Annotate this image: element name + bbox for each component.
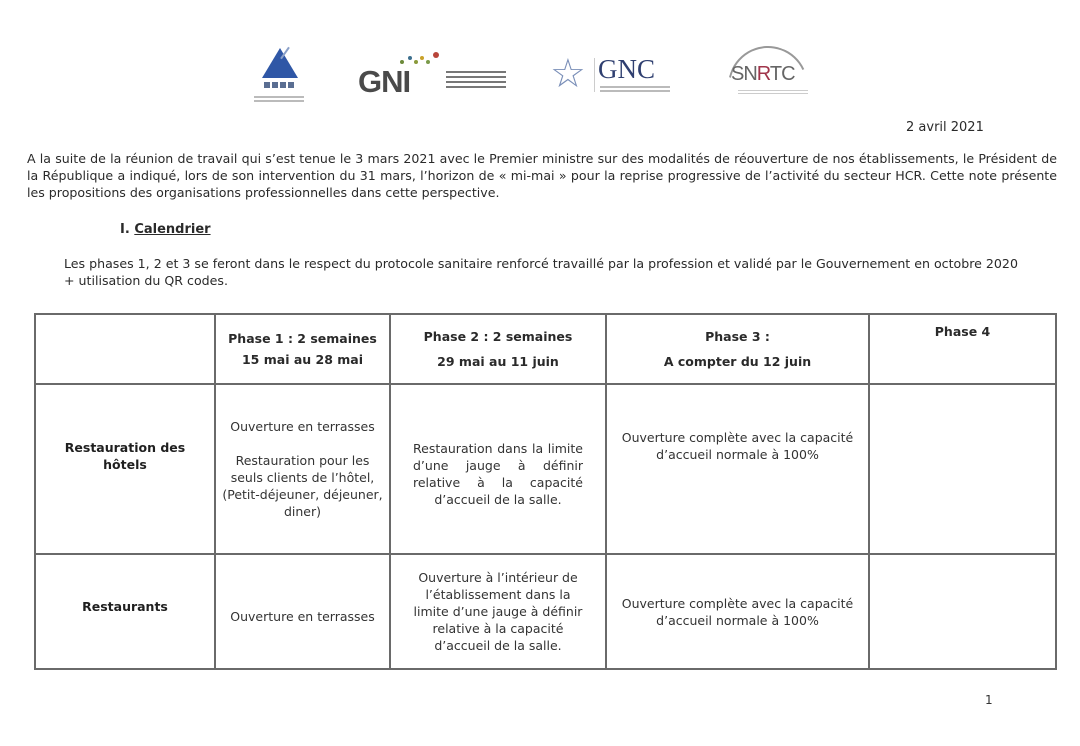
cell-phase-2: Restauration dans la limite d’une jauge à définir relative à la capacité d’accueil de la salle. <box>390 384 606 554</box>
table-row <box>35 384 1056 554</box>
header-phase-1 <box>215 314 390 384</box>
pyramid-logo <box>244 44 314 112</box>
section-heading <box>120 222 211 237</box>
logo-bar <box>0 0 1080 120</box>
cell-phase-3: Ouverture complète avec la capacité d’accueil normale à 100% <box>606 554 869 669</box>
intro-paragraph: A la suite de la réunion de travail qui s’est tenue le 3 mars 2021 avec le Premier ministre sur des modalités de réouverture de nos établissements, le Président de la République a indiqué, lors de son intervention du 31 mars, l’horizon de « mi-mai » pour la reprise progressive de l’activité du secteur HCR. Cette note présente les propositions des organisations professionnelles dans cette perspective. <box>27 151 1057 200</box>
cell-phase-1: Ouverture en terrasses <box>215 554 390 669</box>
arc-icon <box>717 35 820 138</box>
phase-title: Phase 1 : 2 semaines <box>228 331 377 346</box>
cell-phase-4 <box>869 554 1056 669</box>
section-number: I. <box>120 222 130 237</box>
header-phase-4 <box>869 314 1056 384</box>
snrtc-logo-text: SNRTC <box>731 63 795 85</box>
table-header-row <box>35 314 1056 384</box>
gni-logo-text: GNI <box>358 64 411 99</box>
row-label: Restaurants <box>35 554 215 669</box>
document-date: 2 avril 2021 <box>906 120 984 135</box>
phase-dates: 15 mai au 28 mai <box>241 352 364 367</box>
phase-title: Phase 2 : 2 semaines <box>423 329 573 344</box>
section-title: Calendrier <box>134 222 211 237</box>
gnc-logo <box>550 51 675 104</box>
phase-dates: 29 mai au 11 juin <box>437 354 559 369</box>
header-phase-2 <box>390 314 606 384</box>
star-icon: ☆ <box>550 51 586 97</box>
phase-dates: A compter du 12 juin <box>663 354 812 369</box>
phase-title: Phase 4 <box>934 324 991 339</box>
gnc-logo-text: GNC <box>598 54 656 84</box>
gni-logo <box>358 50 508 100</box>
header-phase-3 <box>606 314 869 384</box>
header-empty <box>35 314 215 384</box>
cell-phase-4 <box>869 384 1056 554</box>
table-row <box>35 554 1056 669</box>
cell-phase-1: Ouverture en terrasses Restauration pour les seuls clients de l’hôtel, (Petit-déjeuner, déjeuner, diner) <box>215 384 390 554</box>
page-number: 1 <box>985 693 993 707</box>
row-label: Restauration des hôtels <box>35 384 215 554</box>
calendar-table <box>34 313 1057 670</box>
lead-paragraph: Les phases 1, 2 et 3 se feront dans le respect du protocole sanitaire renforcé travaillé par la profession et validé par le Gouvernement en octobre 2020 + utilisation du QR codes. <box>64 256 1018 288</box>
phase-title: Phase 3 : <box>705 329 770 344</box>
snrtc-logo <box>724 44 814 104</box>
pyramid-icon <box>262 48 298 78</box>
cell-phase-3: Ouverture complète avec la capacité d’accueil normale à 100% <box>606 384 869 554</box>
cell-phase-2: Ouverture à l’intérieur de l’établissement dans la limite d’une jauge à définir relative à la capacité d’accueil de la salle. <box>390 554 606 669</box>
